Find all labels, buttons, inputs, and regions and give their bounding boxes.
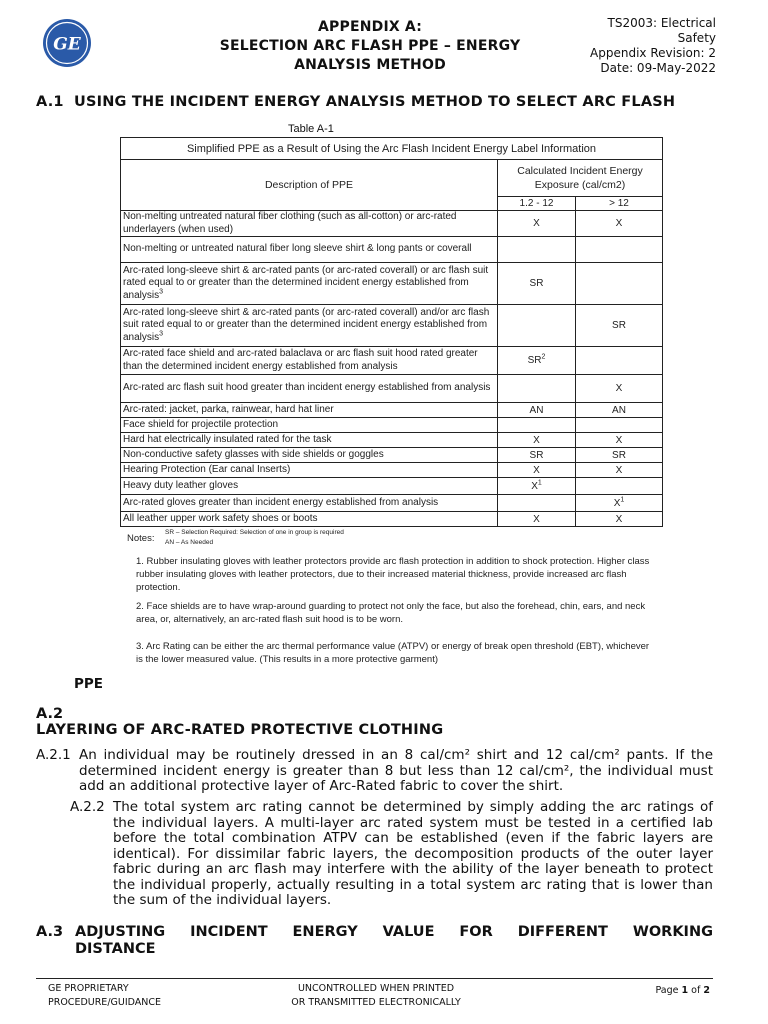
ppe-description	[121, 495, 498, 512]
value-range-1-text: X	[531, 480, 538, 492]
paragraph-a21: An individual may be routinely dressed in an 8 cal/cm² shirt and 12 cal/cm² pants. If the determined incident energy is greater than 8 but less than 12 cal/cm², the individual must add an additional protective layer of Arc-Rated fabric to cover the shirt.	[79, 747, 713, 794]
document-title	[180, 18, 560, 75]
paragraph-a21-number: A.2.1	[36, 747, 71, 763]
ppe-description	[121, 418, 498, 433]
section-a3-number: A.3	[36, 924, 64, 940]
value-range-2	[576, 512, 663, 527]
ppe-description-text: Non-melting or untreated natural fiber long sleeve shirt & long pants or coverall	[123, 243, 472, 255]
value-range-2-text: X	[615, 383, 623, 394]
title-line-3: ANALYSIS METHOD	[294, 57, 446, 73]
ppe-description	[121, 263, 498, 305]
page-number	[655, 985, 710, 996]
table-row	[121, 478, 663, 495]
ppe-description	[121, 478, 498, 495]
value-range-1	[498, 305, 576, 347]
ppe-description-text: Hearing Protection (Ear canal Inserts)	[123, 463, 291, 475]
ppe-description-text: Arc-rated gloves greater than incident energy established from analysis	[123, 496, 439, 508]
value-range-1-text: X	[533, 464, 540, 476]
ppe-description-text: Arc-rated face shield and arc-rated balaclava or arc flash suit hood rated greater than the determined incident energy established from analysis	[123, 348, 478, 372]
value-range-1	[498, 375, 576, 403]
value-range-2	[576, 478, 663, 495]
section-a2-number: A.2	[36, 706, 64, 722]
ppe-description	[121, 463, 498, 478]
column-header-range-2: > 12	[576, 197, 663, 211]
value-range-2-text: X	[615, 434, 623, 446]
title-line-1: APPENDIX A:	[317, 19, 423, 35]
footer-divider	[36, 978, 713, 979]
value-range-2-text: AN	[612, 404, 626, 416]
ppe-description	[121, 375, 498, 403]
section-a1-number: A.1	[36, 94, 64, 110]
ge-logo	[42, 18, 92, 68]
value-range-1-text: SR	[529, 449, 544, 461]
table-row	[121, 263, 663, 305]
section-a1-heading	[36, 94, 675, 110]
ppe-description	[121, 305, 498, 347]
note-1: 1. Rubber insulating gloves with leather protectors provide arc flash protection in addition to shock protection. Higher class rubber insulating gloves with leather protectors, due to their increased material thickness, provide increased arc flash protection.	[136, 556, 650, 593]
ge-logo-text: GE	[53, 34, 81, 55]
table-row	[121, 237, 663, 263]
value-range-2	[576, 418, 663, 433]
value-range-1	[498, 495, 576, 512]
legend-an: AN – As Needed	[165, 539, 214, 546]
value-range-2-text: X	[615, 464, 623, 476]
date: Date: 09-May-2022	[600, 61, 716, 75]
table-row	[121, 495, 663, 512]
section-a2-title: LAYERING OF ARC-RATED PROTECTIVE CLOTHING	[36, 722, 444, 738]
ppe-description-text: Face shield for projectile protection	[123, 418, 279, 430]
ppe-description	[121, 211, 498, 237]
value-range-1	[498, 418, 576, 433]
ppe-description-text: Heavy duty leather gloves	[123, 479, 239, 491]
table-row	[121, 512, 663, 527]
table-caption: Table A-1	[288, 123, 334, 135]
ppe-description	[121, 433, 498, 448]
ppe-description-text: All leather upper work safety shoes or boots	[123, 512, 318, 524]
page-word: Page	[655, 985, 679, 996]
value-range-1	[498, 263, 576, 305]
section-a3-title-line-1: ADJUSTING INCIDENT ENERGY VALUE FOR DIFFERENT WORKING	[75, 924, 713, 940]
table-body	[121, 211, 663, 527]
ppe-description-text: Arc-rated long-sleeve shirt & arc-rated pants (or arc-rated coverall) or arc flash suit rated equal to or greater than the determined incident energy established from analysis	[123, 264, 489, 301]
ppe-description-text: Non-melting untreated natural fiber clothing (such as all-cotton) or arc-rated underlayers (when used)	[123, 211, 457, 235]
value-range-2	[576, 433, 663, 448]
ppe-description-text: Non-conductive safety glasses with side shields or goggles	[123, 448, 384, 460]
footnote-ref: 1	[537, 479, 542, 487]
note-2: 2. Face shields are to have wrap-around guarding to protect not only the face, but also the forehead, chin, ears, and neck area, or, alternatively, an arc-rated flash suit hood is to be worn.	[136, 601, 646, 625]
footer-proprietary: GE PROPRIETARY	[48, 983, 129, 994]
section-a3-title-line-2: DISTANCE	[75, 941, 156, 957]
value-range-2-text: SR	[612, 449, 626, 461]
footnote-ref: 2	[541, 353, 546, 361]
ppe-description	[121, 347, 498, 375]
ppe-description-text: Arc-rated: jacket, parka, rainwear, hard hat liner	[123, 403, 334, 415]
value-range-1	[498, 403, 576, 418]
document-metadata	[546, 16, 716, 76]
value-range-2	[576, 495, 663, 512]
value-range-2	[576, 211, 663, 237]
title-line-2: SELECTION ARC FLASH PPE – ENERGY	[219, 38, 521, 54]
value-range-2	[576, 463, 663, 478]
legend-sr: SR – Selection Required: Selection of one in group is required	[165, 529, 344, 536]
value-range-1	[498, 433, 576, 448]
ppe-description	[121, 237, 498, 263]
table-row	[121, 418, 663, 433]
value-range-1-text: AN	[529, 404, 544, 416]
value-range-2-text: X	[615, 513, 623, 525]
note-3: 3. Arc Rating can be either the arc thermal performance value (ATPV) or energy of break open threshold (EBT), whichever is the lower measured value. (This results in a more protective garment)	[136, 641, 650, 665]
value-range-1-text: X	[533, 218, 540, 229]
notes-legend	[165, 528, 344, 548]
value-range-2	[576, 375, 663, 403]
ppe-description	[121, 403, 498, 418]
value-range-2	[576, 403, 663, 418]
ppe-table	[120, 137, 663, 527]
footnote-ref: 3	[159, 330, 164, 338]
table-row	[121, 403, 663, 418]
ppe-description-text: Arc-rated arc flash suit hood greater than incident energy established from analysis	[123, 382, 491, 394]
value-range-1	[498, 211, 576, 237]
ppe-description	[121, 512, 498, 527]
paragraph-a22: The total system arc rating cannot be determined by simply adding the arc ratings of the individual layers. A multi-layer arc rated system must be tested in a certified lab before the total combination ATPV can be established (even if the fabric layers are identical). For dissimilar fabric layers, the decomposition products of the outer layer fabric during an arc flash may interfere with the ability of the layer beneath to protect the individual properly, actually resulting in a total system arc rating that is lower than the sum of the individual layers.	[113, 799, 713, 908]
table-row	[121, 448, 663, 463]
table-row	[121, 375, 663, 403]
footnote-ref: 1	[620, 496, 625, 504]
notes-label: Notes:	[127, 533, 155, 544]
footer-uncontrolled: UNCONTROLLED WHEN PRINTED	[297, 983, 455, 994]
value-range-1	[498, 237, 576, 263]
column-header-description: Description of PPE	[121, 160, 498, 211]
value-range-2	[576, 347, 663, 375]
page-total: 2	[703, 985, 710, 996]
ppe-description-text: Hard hat electrically insulated rated for the task	[123, 433, 332, 445]
value-range-1	[498, 512, 576, 527]
ppe-description	[121, 448, 498, 463]
footnote-ref: 3	[159, 288, 164, 296]
value-range-2	[576, 263, 663, 305]
page-current: 1	[681, 985, 689, 996]
footer-transmitted: OR TRANSMITTED ELECTRONICALLY	[291, 997, 461, 1008]
value-range-1	[498, 347, 576, 375]
footer-left	[48, 982, 161, 1010]
ppe-description-text: Arc-rated long-sleeve shirt & arc-rated pants (or arc-rated coverall) and/or arc flash suit rated equal to or greater than the determined incident energy established from analysis	[123, 306, 490, 343]
value-range-2-text: X	[613, 497, 621, 509]
value-range-1-text: SR	[527, 355, 542, 366]
value-range-1	[498, 463, 576, 478]
table-title: Simplified PPE as a Result of Using the Arc Flash Incident Energy Label Information	[121, 138, 663, 160]
table-row	[121, 305, 663, 347]
value-range-1-text: X	[533, 513, 540, 525]
value-range-1-text: X	[533, 434, 540, 446]
value-range-1	[498, 478, 576, 495]
table-row	[121, 433, 663, 448]
column-header-range-1: 1.2 - 12	[498, 197, 576, 211]
footer-middle	[276, 982, 476, 1010]
ppe-label: PPE	[74, 676, 104, 692]
section-a1-title: USING THE INCIDENT ENERGY ANALYSIS METHOD TO SELECT ARC FLASH	[74, 94, 676, 110]
column-header-exposure: Calculated Incident Energy Exposure (cal/cm2)	[498, 160, 663, 197]
page-of: of	[691, 985, 701, 996]
footer-procedure: PROCEDURE/GUIDANCE	[48, 997, 162, 1008]
paragraph-a22-number: A.2.2	[70, 799, 105, 815]
revision: Appendix Revision: 2	[590, 46, 716, 60]
doc-id: TS2003: Electrical	[607, 16, 716, 30]
table-row	[121, 463, 663, 478]
value-range-1-text: SR	[529, 278, 544, 289]
value-range-2	[576, 305, 663, 347]
value-range-1	[498, 448, 576, 463]
value-range-2	[576, 237, 663, 263]
value-range-2-text: SR	[612, 320, 626, 331]
table-row	[121, 211, 663, 237]
value-range-2-text: X	[615, 218, 623, 229]
doc-id-cont: Safety	[677, 31, 716, 45]
table-row	[121, 347, 663, 375]
value-range-2	[576, 448, 663, 463]
